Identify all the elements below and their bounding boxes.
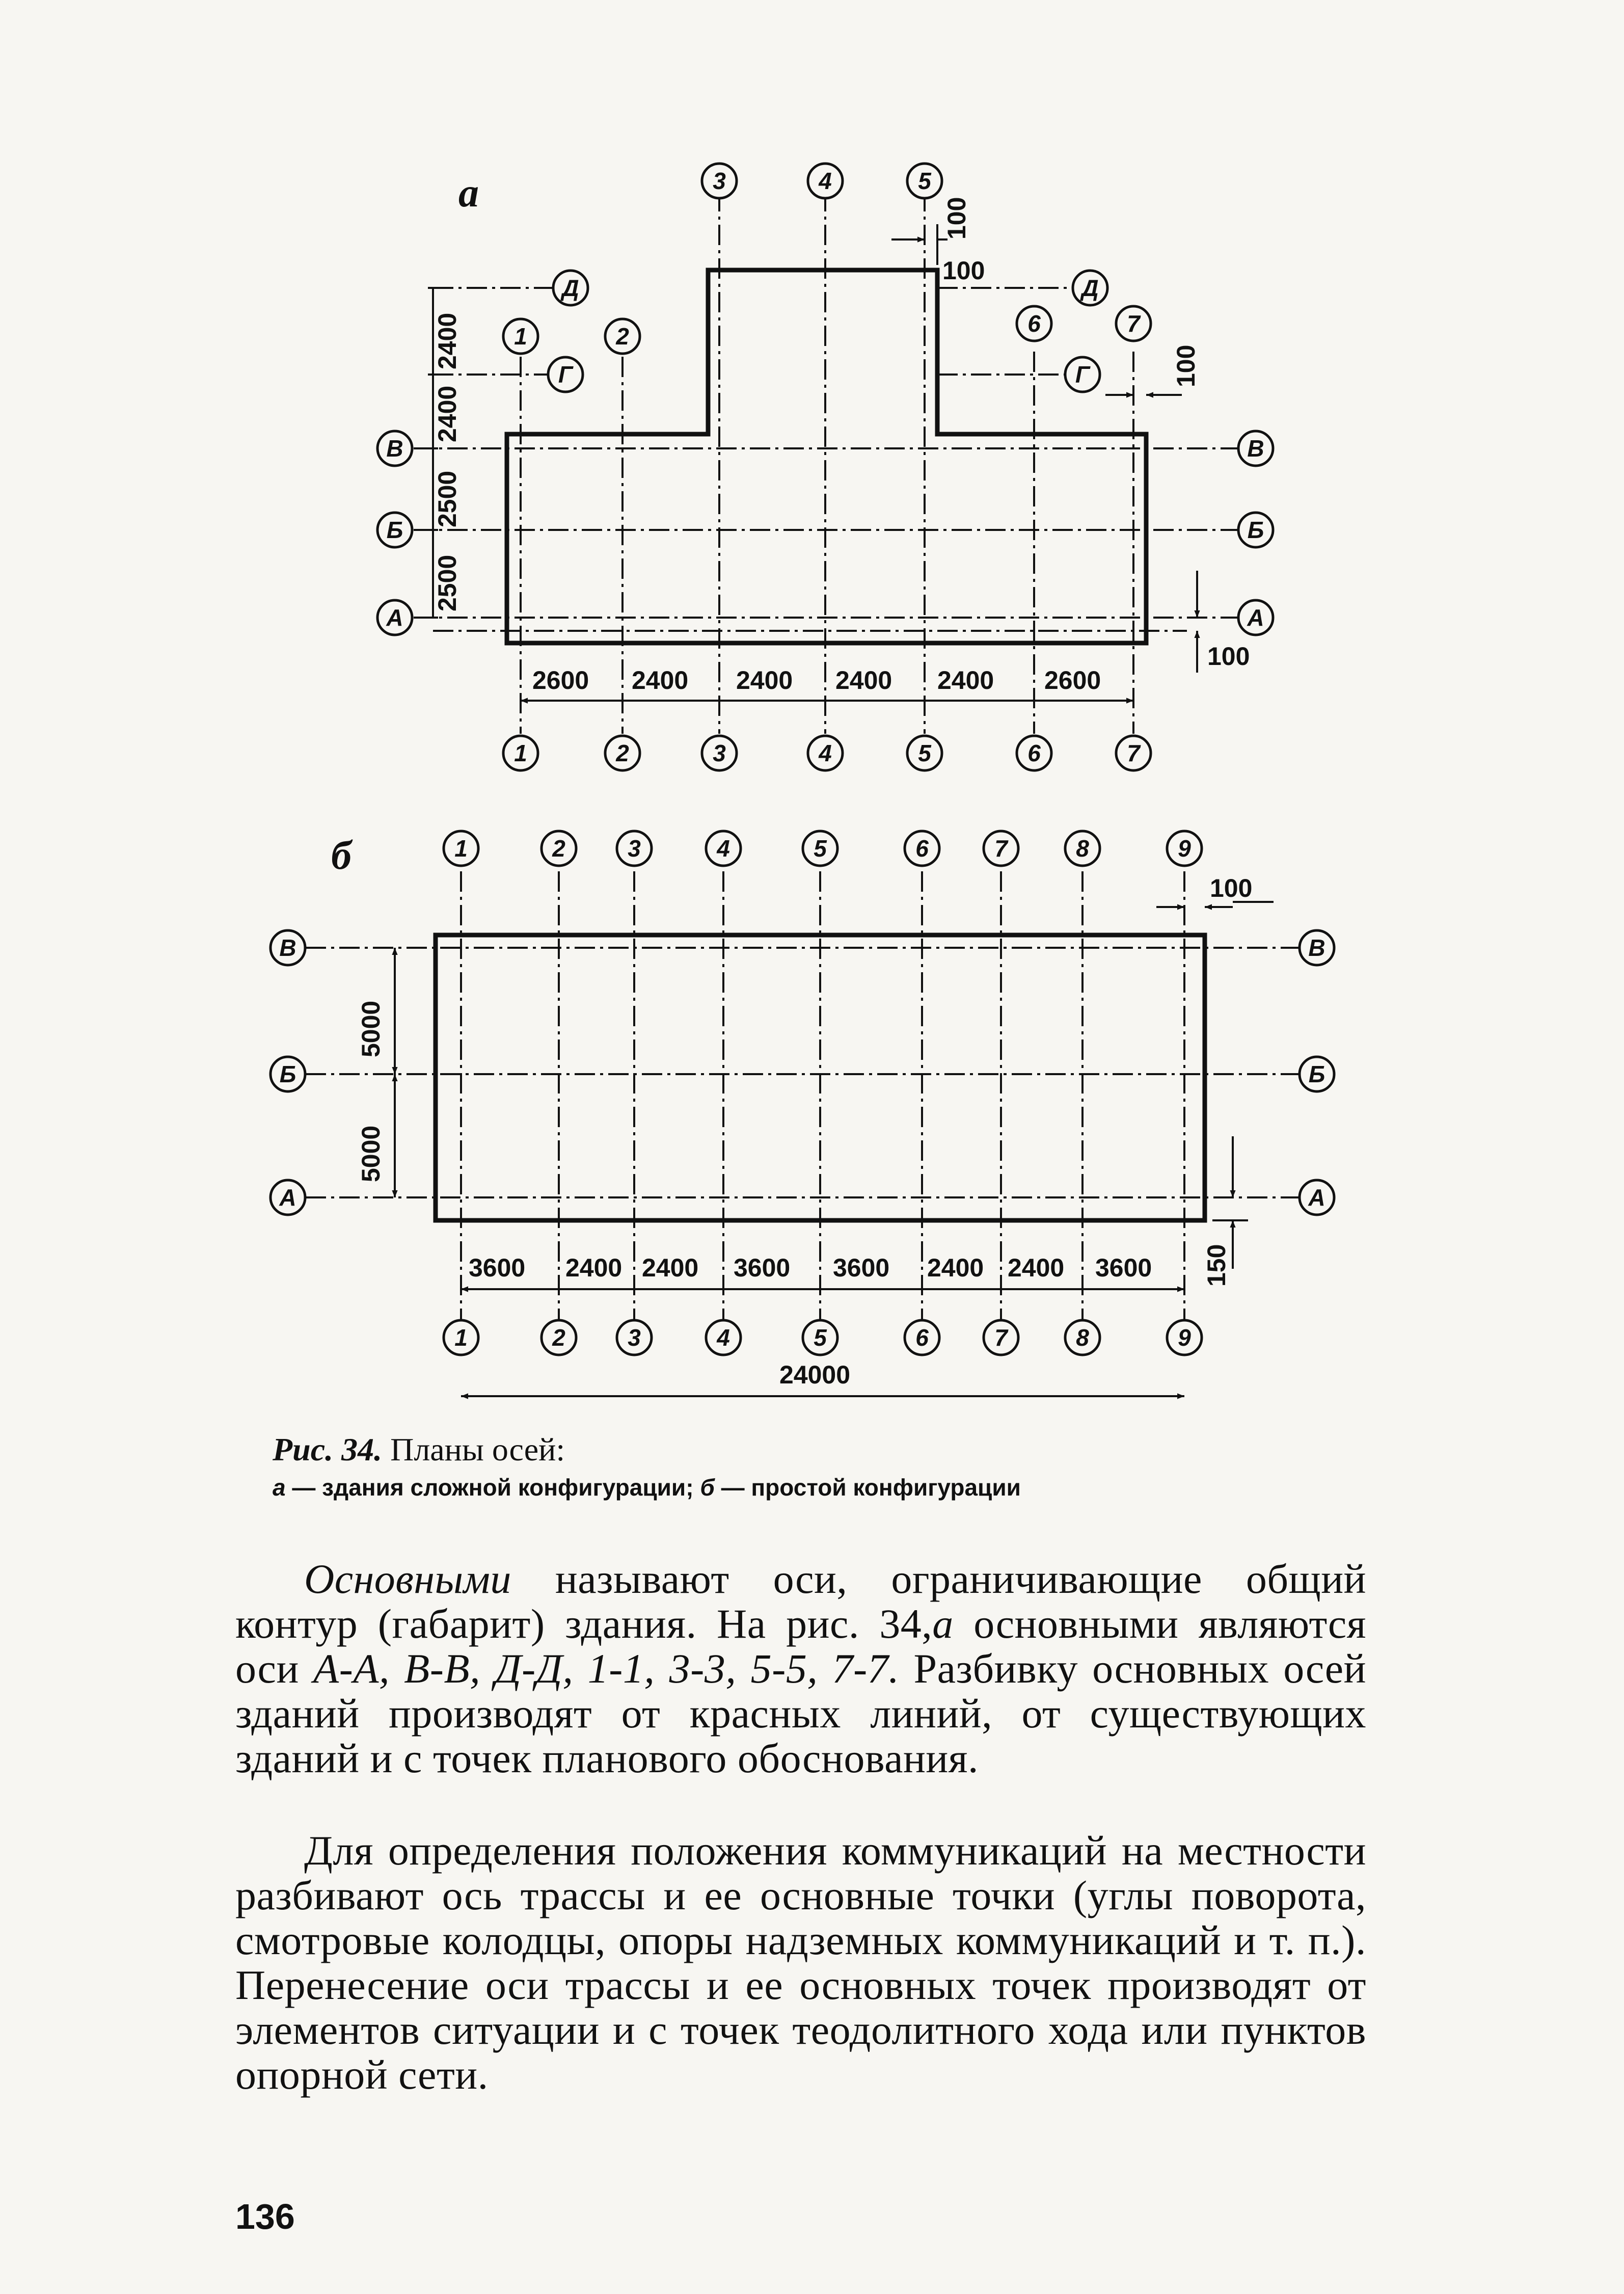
plan-a-axis-marker-right: [1238, 431, 1273, 466]
caption-part-b-letter: б: [700, 1474, 715, 1501]
svg-text:Б: Б: [386, 517, 403, 543]
plan-a-x-dim: 2400: [632, 666, 689, 695]
paragraph-text: Для определения положения коммуникаций на местности разбивают ось трассы и ее основные точки (углы поворота, смотровые колодцы, опоры надземных коммуникаций и т. п.). Перенесение оси трассы и ее основных точек производят от элементов ситуации и с точек теодолитного хода или пунктов опорной сети.: [235, 1827, 1366, 2098]
plan-a-axis-marker-bottom: [907, 736, 942, 770]
plan-b-axis-marker-top: [1167, 831, 1202, 866]
figure-part-a-label: а: [458, 171, 479, 216]
svg-text:Г: Г: [1075, 361, 1090, 388]
plan-b-axis-marker-top: [803, 831, 837, 866]
plan-a-axis-marker-left: [377, 513, 412, 547]
plan-b-axis-marker-bottom: [1167, 1320, 1202, 1355]
paragraph-lead-term: Основными: [304, 1556, 511, 1602]
axis-list: А-А, В-В, Д-Д, 1-1, 3-3, 5-5, 7-7.: [313, 1645, 900, 1692]
svg-text:7: 7: [994, 1324, 1008, 1351]
plan-a-x-dim: 2400: [835, 666, 892, 695]
plan-a-axis-marker-top: [907, 164, 942, 198]
svg-text:4: 4: [717, 835, 730, 862]
plan-b-x-dimensions: [469, 1253, 1152, 1389]
plan-b-x-dim: 3600: [734, 1253, 791, 1282]
svg-text:6: 6: [1027, 740, 1041, 766]
svg-text:1: 1: [454, 1324, 468, 1351]
plan-a-offset-dim: 100: [1207, 642, 1250, 671]
svg-text:1: 1: [514, 323, 527, 350]
plan-a-axis-marker-right: [1073, 271, 1107, 305]
plan-b-axis-marker-left: [270, 1057, 305, 1091]
plan-b-axis-marker-top: [444, 831, 478, 866]
plan-b-total-dim: 24000: [779, 1361, 851, 1389]
plan-b-axis-marker-top: [617, 831, 652, 866]
svg-text:3: 3: [713, 740, 726, 766]
plan-b-axis-marker-top: [542, 831, 576, 866]
plan-b-x-dim: 3600: [1095, 1253, 1152, 1282]
plan-b-x-dim: 2400: [565, 1253, 622, 1282]
svg-text:5: 5: [814, 835, 827, 862]
plan-a-axis-marker-top: [1017, 306, 1051, 341]
svg-text:6: 6: [915, 1324, 929, 1351]
plan-a-axis-marker-left: [377, 600, 412, 635]
svg-text:8: 8: [1076, 835, 1089, 862]
svg-text:3: 3: [628, 835, 641, 862]
plan-a-axis-marker-right: [1238, 600, 1273, 635]
plan-a-y-dim: 2400: [433, 385, 462, 442]
plan-a-axis-marker-right: [1065, 357, 1100, 392]
plan-b-x-dim: 2400: [642, 1253, 699, 1282]
caption-part-a-text: — здания сложной конфигурации;: [292, 1474, 694, 1501]
page-number: 136: [235, 2197, 295, 2236]
plan-b-x-dim: 2400: [927, 1253, 984, 1282]
svg-text:Г: Г: [558, 361, 573, 388]
svg-text:9: 9: [1178, 1324, 1191, 1351]
caption-part-b-text: — простой конфигурации: [721, 1474, 1021, 1501]
plan-b-axis-marker-bottom: [617, 1320, 652, 1355]
plan-b-offset-top: 100: [1210, 874, 1253, 902]
figure-caption-parts: [273, 1474, 1021, 1501]
svg-text:7: 7: [1127, 740, 1140, 766]
plan-a-offset-dim: 100: [942, 197, 971, 239]
plan-a-y-dim: 2500: [433, 554, 462, 611]
svg-text:А: А: [1247, 604, 1264, 631]
svg-text:1: 1: [514, 740, 527, 766]
svg-text:Б: Б: [1308, 1061, 1325, 1087]
svg-text:7: 7: [994, 835, 1008, 862]
svg-text:А: А: [386, 604, 403, 631]
plan-b-axis-marker-bottom: [444, 1320, 478, 1355]
svg-text:4: 4: [717, 1324, 730, 1351]
plan-b-axis-marker-bottom: [706, 1320, 741, 1355]
figure-caption-title: [273, 1431, 565, 1469]
svg-text:8: 8: [1076, 1324, 1089, 1351]
paragraph-communications: [235, 1828, 1366, 2097]
plan-b-axis-marker-right: [1300, 930, 1334, 965]
plan-b-offset-side: 150: [1202, 1244, 1231, 1287]
plan-a-y-dim: 2400: [433, 312, 462, 369]
svg-text:В: В: [279, 935, 296, 961]
plan-b-y-dim: 5000: [357, 1125, 385, 1182]
svg-text:Д: Д: [1081, 275, 1099, 301]
svg-text:Б: Б: [279, 1061, 296, 1087]
plan-a-axis-marker-bottom: [1017, 736, 1051, 770]
plan-a-x-dim: 2400: [937, 666, 994, 695]
plan-b-axis-marker-top: [984, 831, 1018, 866]
svg-text:А: А: [279, 1184, 296, 1211]
svg-text:1: 1: [454, 835, 468, 862]
plan-a-axis-marker-left: [553, 271, 588, 305]
plan-a-x-dim: 2400: [736, 666, 793, 695]
svg-text:В: В: [386, 435, 403, 462]
plan-a-y-dimensions: [433, 313, 462, 611]
plan-a-axis-marker-bottom: [503, 736, 538, 770]
plan-a-axis-marker-bottom: [1116, 736, 1151, 770]
plan-b-axis-marker-bottom: [542, 1320, 576, 1355]
svg-text:6: 6: [1027, 310, 1041, 337]
plan-b-axis-marker-top: [905, 831, 939, 866]
svg-text:3: 3: [628, 1324, 641, 1351]
svg-text:Б: Б: [1247, 517, 1264, 543]
figure-number: Рис. 34.: [273, 1431, 383, 1468]
svg-text:2: 2: [552, 835, 565, 862]
svg-text:5: 5: [918, 740, 931, 766]
plan-b-axis-marker-left: [270, 930, 305, 965]
plan-b-axis-marker-left: [270, 1180, 305, 1215]
plan-a-axis-marker-bottom: [605, 736, 640, 770]
plan-b-x-dim: 3600: [833, 1253, 890, 1282]
svg-text:5: 5: [814, 1324, 827, 1351]
plan-a-axis-marker-bottom: [808, 736, 843, 770]
plan-b-axis-marker-bottom: [803, 1320, 837, 1355]
plan-a-axis-marker-top: [1116, 306, 1151, 341]
plan-a-axis-marker-bottom: [702, 736, 737, 770]
plan-a-x-dim: 2600: [532, 666, 589, 695]
svg-text:4: 4: [819, 168, 832, 194]
figure-title: Планы осей:: [390, 1431, 565, 1468]
plan-a-x-dim: 2600: [1044, 666, 1101, 695]
plan-b-axis-marker-top: [706, 831, 741, 866]
svg-text:В: В: [1247, 435, 1264, 462]
plan-a-axis-marker-top: [808, 164, 843, 198]
plan-b-axis-marker-bottom: [1065, 1320, 1100, 1355]
paragraph-main-axes: [235, 1557, 1366, 1781]
svg-text:4: 4: [819, 740, 832, 766]
plan-b-simple-configuration: [270, 831, 1334, 1396]
caption-part-a-letter: а: [273, 1474, 286, 1501]
svg-text:5: 5: [918, 168, 931, 194]
plan-a-axis-marker-top: [605, 319, 640, 354]
plan-a-x-dimensions: [532, 666, 1101, 695]
svg-text:2: 2: [616, 323, 629, 350]
plan-a-axis-marker-left: [548, 357, 583, 392]
svg-text:6: 6: [915, 835, 929, 862]
plan-b-axis-marker-right: [1300, 1180, 1334, 1215]
paragraph-text: называют оси, ограничивающие общий контур (габарит) здания. На рис. 34,: [235, 1556, 1366, 1647]
svg-text:2: 2: [552, 1324, 565, 1351]
plan-a-complex-configuration: [377, 164, 1273, 770]
plan-a-axis-marker-top: [503, 319, 538, 354]
plan-b-x-dim: 3600: [469, 1253, 526, 1282]
paragraph-text: Разбивку основных осей зданий производят от красных линий, от существующих зданий и с точек планового обоснования.: [235, 1645, 1367, 1781]
plan-a-y-dim: 2500: [433, 470, 462, 527]
plan-b-axis-marker-bottom: [984, 1320, 1018, 1355]
svg-text:В: В: [1308, 935, 1325, 961]
plan-b-y-dim: 5000: [357, 1000, 385, 1057]
svg-text:3: 3: [713, 168, 726, 194]
plan-a-offset-dim: 100: [1172, 344, 1200, 387]
plan-b-x-dim: 2400: [1008, 1253, 1065, 1282]
plan-b-axis-marker-right: [1300, 1057, 1334, 1091]
plan-a-axis-marker-right: [1238, 513, 1273, 547]
plan-a-offset-dim: 100: [942, 256, 985, 285]
svg-text:2: 2: [616, 740, 629, 766]
svg-text:9: 9: [1178, 835, 1191, 862]
plan-b-axis-marker-top: [1065, 831, 1100, 866]
plan-b-axis-marker-bottom: [905, 1320, 939, 1355]
paragraph-text: основными являются оси: [235, 1601, 1367, 1692]
plan-a-axis-marker-top: [702, 164, 737, 198]
svg-text:Д: Д: [562, 275, 579, 301]
svg-text:А: А: [1308, 1184, 1325, 1211]
svg-text:7: 7: [1127, 310, 1140, 337]
figure-part-b-label: б: [331, 833, 351, 878]
plan-a-axis-marker-left: [377, 431, 412, 466]
figure-reference: а: [932, 1601, 954, 1647]
